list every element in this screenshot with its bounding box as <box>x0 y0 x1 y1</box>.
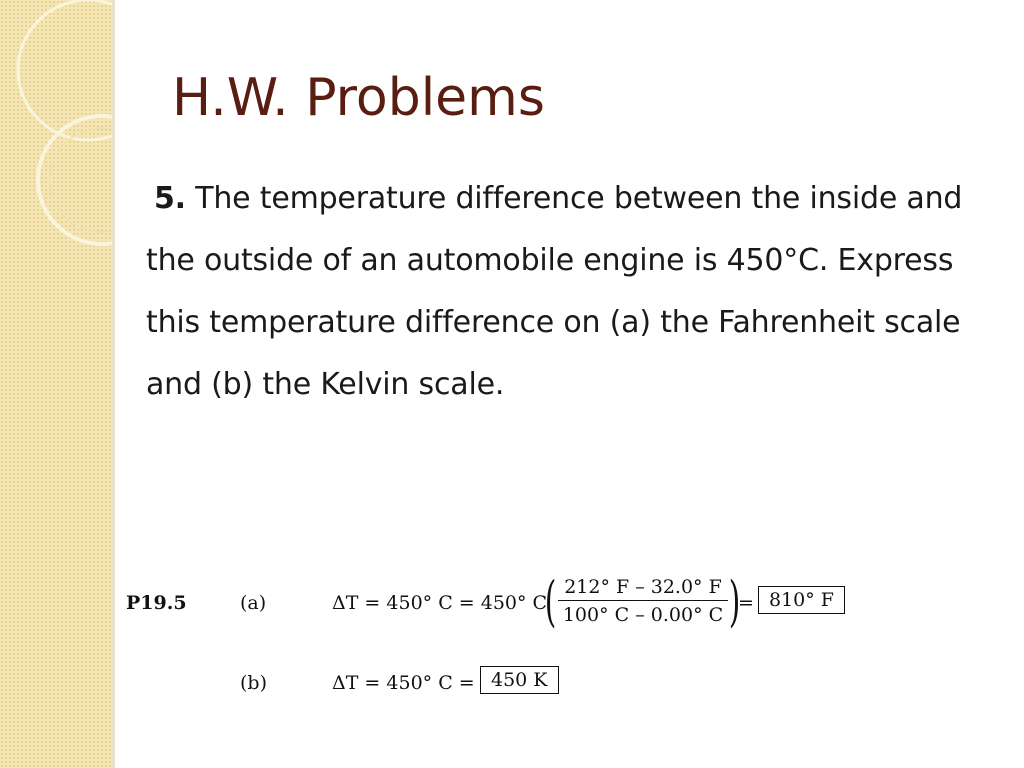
decorative-sidebar <box>0 0 112 768</box>
part-b-result: 450 K <box>480 666 559 694</box>
problem-text: The temperature difference between the inside and the outside of an automobile engine is 450°C. Express this temperature difference on (a) the Fahrenheit scale and (b) the Kelvin scale. <box>146 181 963 402</box>
solution-label: P19.5 <box>126 592 187 614</box>
part-b-label: (b) <box>240 672 267 694</box>
conversion-fraction <box>558 576 728 626</box>
slide-title: H.W. Problems <box>172 68 545 128</box>
part-a-lhs: ΔT = 450° C = 450° C <box>332 592 548 614</box>
part-a-equals: = <box>738 592 754 614</box>
part-b-lhs: ΔT = 450° C = <box>332 672 475 694</box>
part-a-result: 810° F <box>758 586 845 614</box>
part-a-label: (a) <box>240 592 267 614</box>
sidebar-edge <box>112 0 115 768</box>
fraction-numerator: 212° F – 32.0° F <box>558 576 728 601</box>
decorative-circles <box>0 0 112 768</box>
problem-number: 5. <box>154 181 186 216</box>
fraction-denominator: 100° C – 0.00° C <box>562 604 724 626</box>
solution-image <box>126 570 886 720</box>
left-paren: ( <box>544 570 557 633</box>
right-paren: ) <box>728 570 741 633</box>
problem-statement <box>146 168 986 416</box>
